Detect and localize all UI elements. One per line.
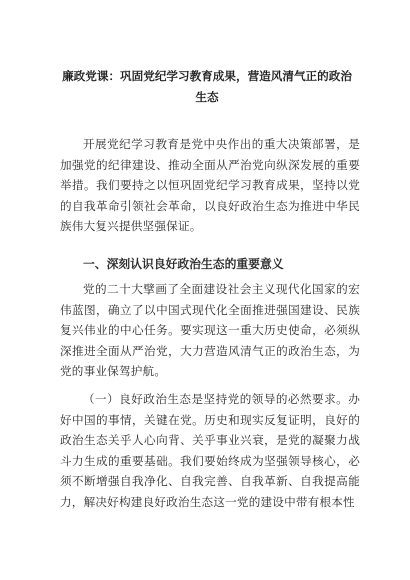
document-title: 廉政党课：巩固党纪学习教育成果，营造风清气正的政治生态 — [62, 69, 352, 104]
section-heading: 一、深刻认识良好政治生态的重要意义 — [83, 257, 284, 271]
section-paragraph-1: 党的二十大擘画了全面建设社会主义现代化国家的宏伟蓝图，确立了以中国式现代化全面推进强国建设、民族复兴伟业的中心任务。要实现这一重大历史使命，必须纵深推进全面从严治党，大力营造风清气正的政治生态，为党的事业保驾护航。 — [60, 282, 360, 379]
section-paragraph-2: （一）良好政治生态是坚持党的领导的必然要求。办好中国的事情，关键在党。历史和现实反复证明，良好的政治生态关乎人心向背、关乎事业兴衰，是党的凝聚力战斗力生成的重要基础。我们要始终成为坚强领导核心，必须不断增强自我净化、自我完善、自我革新、自我提高能力，解决好构建良好政治生态这一党的建设中带有根本性 — [60, 392, 360, 509]
intro-paragraph: 开展党纪学习教育是党中央作出的重大决策部署，是加强党的纪律建设、推动全面从严治党向纵深发展的重要举措。我们要持之以恒巩固党纪学习教育成果，坚持以党的自我革命引领社会革命，以良好政治生态为推进中华民族伟大复兴提供坚强保证。 — [60, 137, 360, 234]
